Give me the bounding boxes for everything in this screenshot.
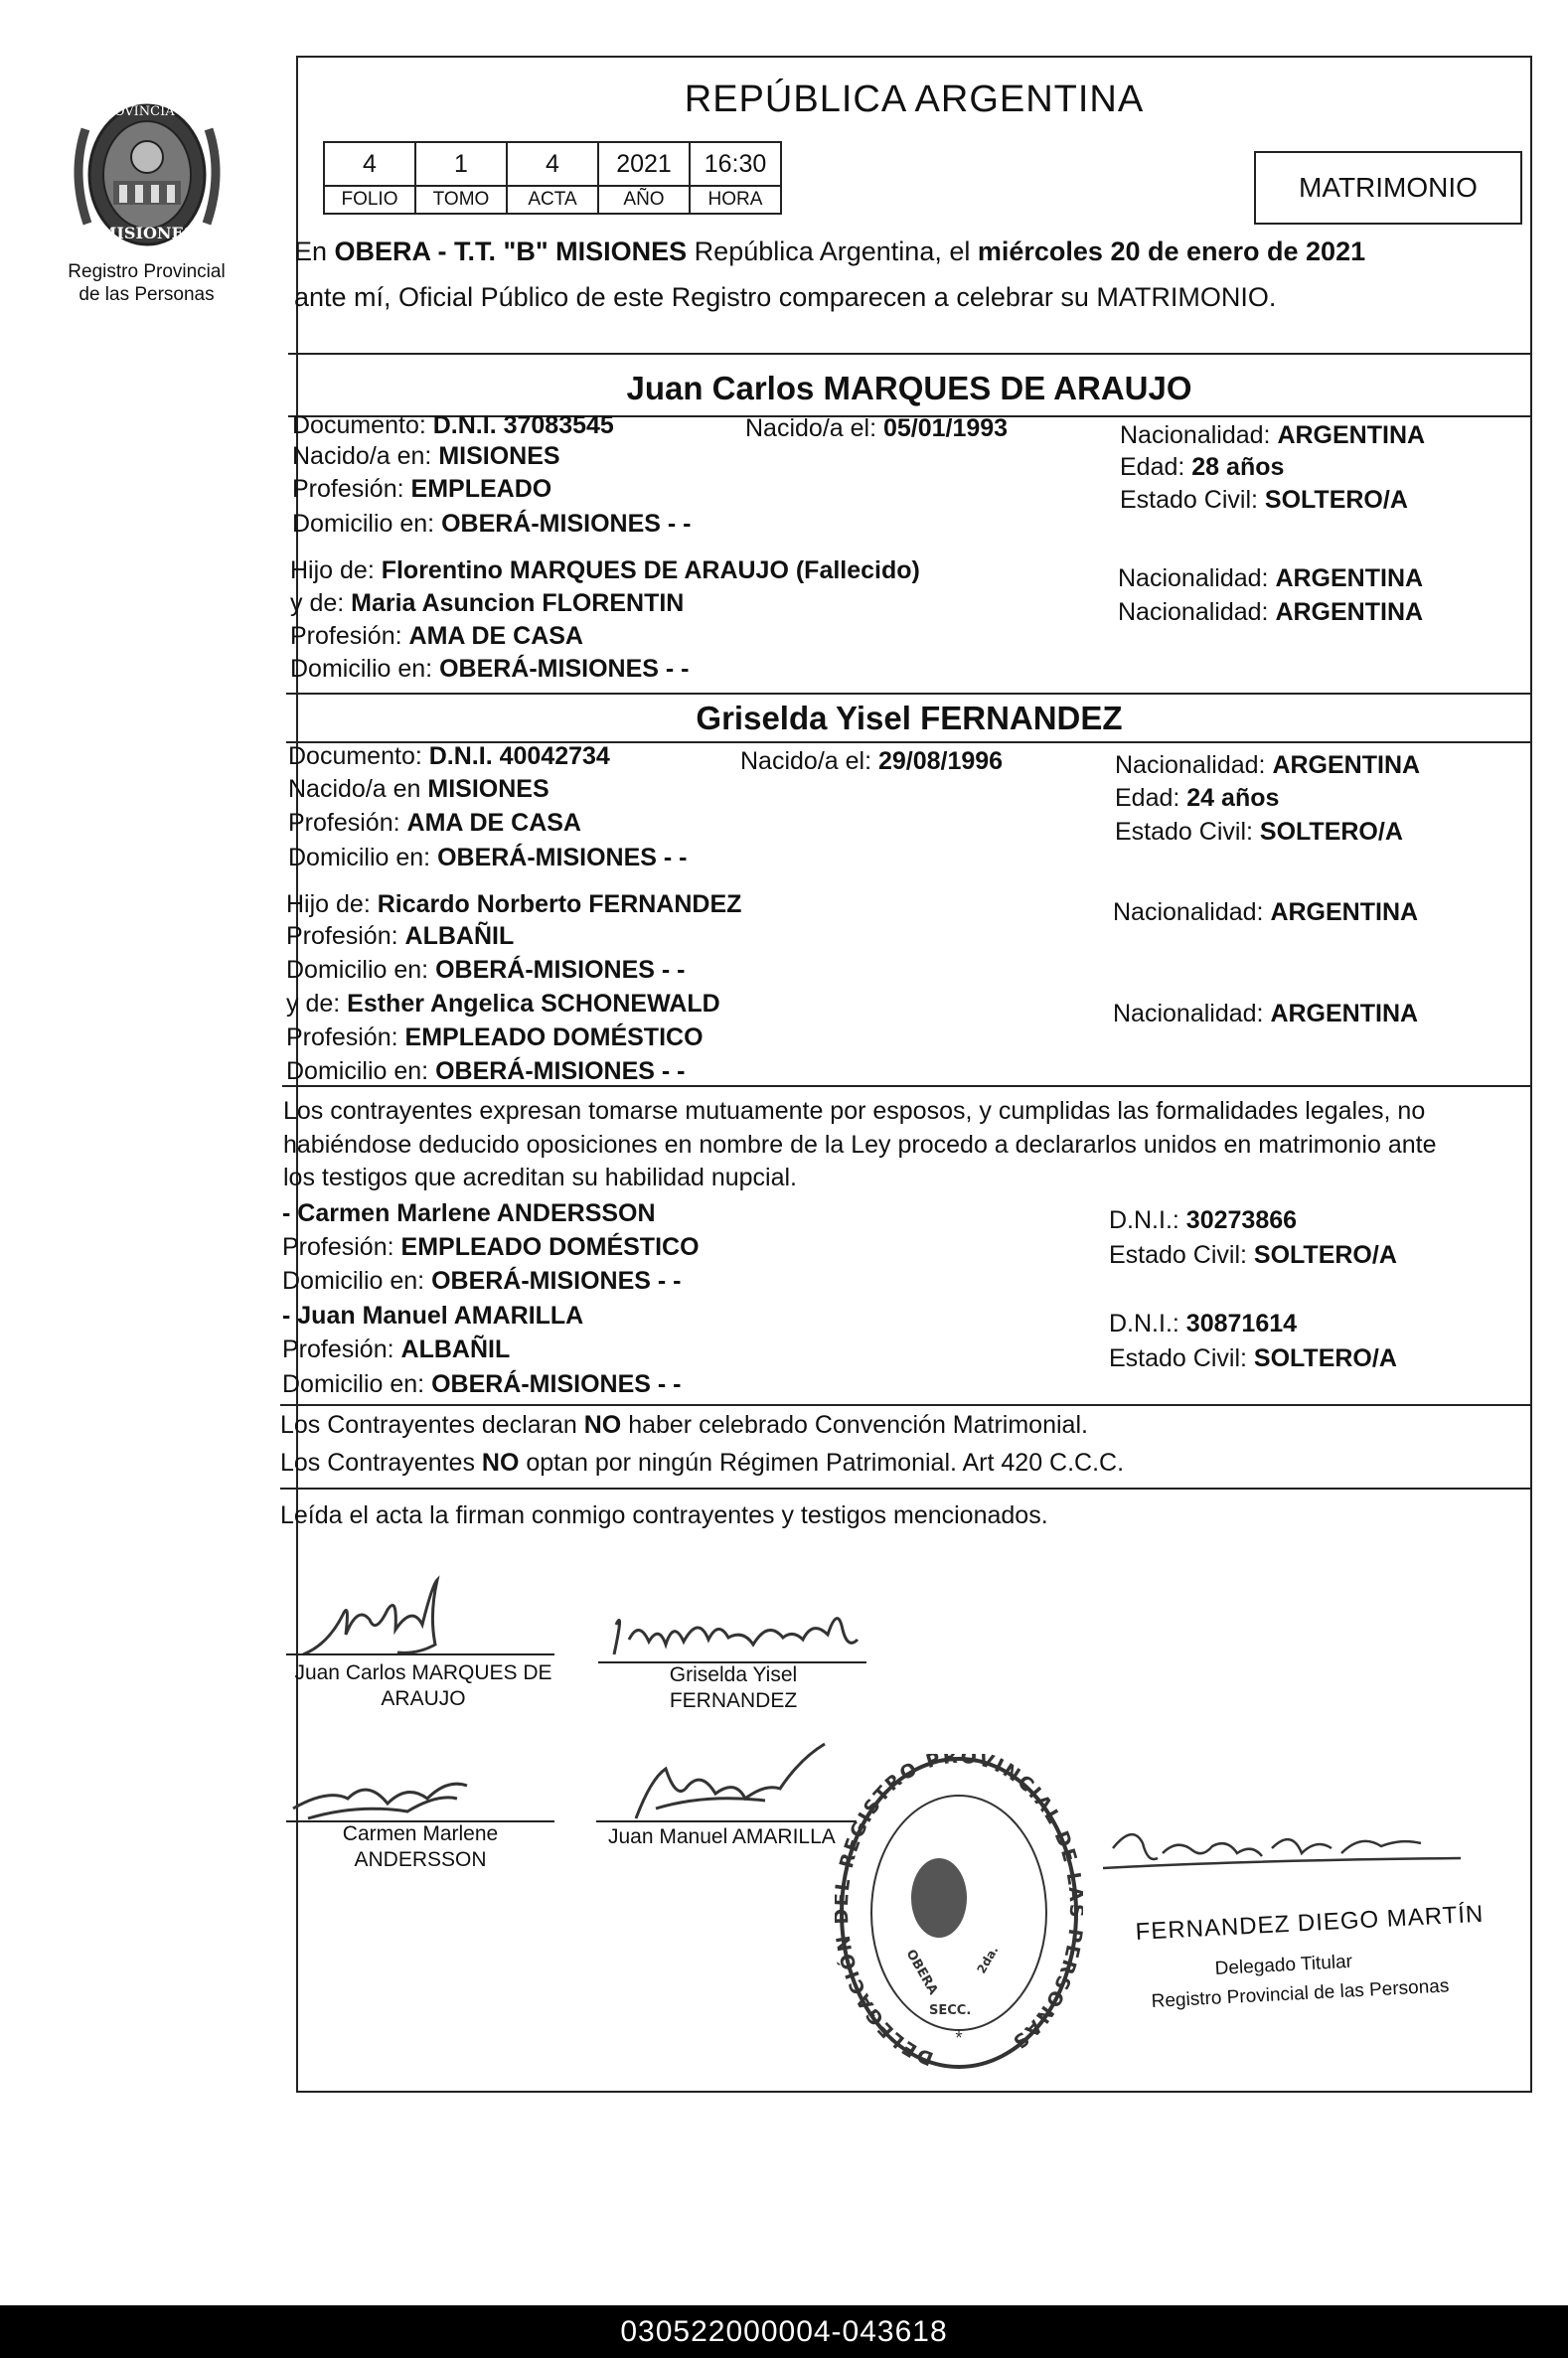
- bride-mother: y de: Esther Angelica SCHONEWALD: [286, 990, 720, 1018]
- officer-role: Delegado Titular: [1214, 1951, 1353, 1979]
- bride-mother-domicile: Domicilio en: OBERÁ-MISIONES - -: [286, 1057, 686, 1085]
- misiones-province-logo: [66, 89, 230, 258]
- signature-line: [286, 1653, 554, 1655]
- tomo-label: TOMO: [415, 186, 507, 214]
- witness-1-name: - Carmen Marlene ANDERSSON: [282, 1199, 656, 1227]
- closing-statement: Leída el acta la firman conmigo contrayentes y testigos mencionados.: [280, 1501, 1048, 1529]
- bride-age: Edad: 24 años: [1115, 784, 1280, 812]
- bride-mother-profession: Profesión: EMPLEADO DOMÉSTICO: [286, 1023, 704, 1051]
- witness-1-dni: D.N.I.: 30273866: [1109, 1206, 1298, 1234]
- svg-text:*: *: [955, 2028, 963, 2048]
- year-label: AÑO: [598, 186, 690, 214]
- convention-line-2: Los Contrayentes NO optan por ningún Régimen Patrimonial. Art 420 C.C.C.: [280, 1449, 1125, 1477]
- official-stamp: [835, 1754, 1083, 2082]
- bride-birth-date: Nacido/a el: 29/08/1996: [740, 747, 1004, 775]
- declaration-line-1: Los contrayentes expresan tomarse mutuamente por esposos, y cumplidas las formalidades legales, no: [283, 1097, 1426, 1125]
- witness-2-dni: D.N.I.: 30871614: [1109, 1310, 1298, 1337]
- groom-mother: y de: Maria Asuncion FLORENTIN: [290, 589, 685, 617]
- bride-nationality: Nacionalidad: ARGENTINA: [1115, 751, 1421, 779]
- bride-father-domicile: Domicilio en: OBERÁ-MISIONES - -: [286, 956, 686, 984]
- bride-signature: [604, 1600, 872, 1669]
- convention-line-1: Los Contrayentes declaran NO haber celebrado Convención Matrimonial.: [280, 1411, 1088, 1439]
- groom-age: Edad: 28 años: [1120, 453, 1285, 481]
- divider: [288, 353, 1532, 355]
- bride-signature-caption: Griselda Yisel FERNANDEZ: [669, 1663, 798, 1712]
- svg-text:MISIONES: MISIONES: [98, 224, 196, 242]
- witness-2-civil-status: Estado Civil: SOLTERO/A: [1109, 1344, 1397, 1372]
- divider: [280, 1488, 1532, 1490]
- divider: [280, 1404, 1532, 1406]
- witness-2-signature: [626, 1739, 835, 1833]
- signature-line: [596, 1820, 857, 1822]
- svg-text:SECC.: SECC.: [929, 2003, 972, 2018]
- svg-text:PROVINCIA DE: PROVINCIA DE: [95, 104, 199, 119]
- bride-birth-place: Nacido/a en MISIONES: [288, 775, 549, 803]
- witness-2-domicile: Domicilio en: OBERÁ-MISIONES - -: [282, 1370, 682, 1398]
- bride-mother-nationality: Nacionalidad: ARGENTINA: [1113, 1000, 1419, 1027]
- groom-profession: Profesión: EMPLEADO: [292, 475, 552, 503]
- act-type-box: MATRIMONIO: [1254, 151, 1522, 225]
- bride-father-profession: Profesión: ALBAÑIL: [286, 922, 515, 950]
- bride-domicile: Domicilio en: OBERÁ-MISIONES - -: [288, 844, 688, 871]
- officer-registry: Registro Provincial de las Personas: [1151, 1975, 1450, 2012]
- svg-text:DELEGACIÓN DEL REGISTRO PROVIN: DELEGACIÓ REGISTRO PROVINCIAL DE ERSONAS: [835, 1754, 1083, 2070]
- witness-2-signature-caption: Juan Manuel AMARILLA: [608, 1825, 836, 1848]
- witness-2-profession: Profesión: ALBAÑIL: [282, 1336, 511, 1363]
- folio-label: FOLIO: [324, 186, 415, 214]
- tomo-value: 1: [415, 142, 507, 186]
- hour-value: 16:30: [690, 142, 781, 186]
- witness-1-signature-caption: Carmen Marlene ANDERSSON: [342, 1822, 499, 1871]
- witness-1-domicile: Domicilio en: OBERÁ-MISIONES - -: [282, 1267, 682, 1295]
- groom-father: Hijo de: Florentino MARQUES DE ARAUJO (Fallecido): [290, 556, 920, 584]
- bride-name: Griselda Yisel FERNANDEZ: [696, 700, 1123, 736]
- year-value: 2021: [598, 142, 690, 186]
- svg-text:OBERA: OBERA: [902, 1947, 941, 1998]
- officer-name: FERNANDEZ DIEGO MARTÍN: [1135, 1900, 1485, 1946]
- groom-parents-domicile: Domicilio en: OBERÁ-MISIONES - -: [290, 655, 690, 683]
- witness-2-name: - Juan Manuel AMARILLA: [282, 1302, 584, 1330]
- officer-signature: [1103, 1818, 1461, 1888]
- groom-nationality: Nacionalidad: ARGENTINA: [1120, 421, 1426, 449]
- groom-name: Juan Carlos MARQUES DE ARAUJO: [626, 370, 1192, 406]
- bride-profession: Profesión: AMA DE CASA: [288, 809, 581, 837]
- country-title: REPÚBLICA ARGENTINA: [684, 79, 1145, 120]
- acta-label: ACTA: [507, 186, 598, 214]
- folio-value: 4: [324, 142, 415, 186]
- groom-birth-place: Nacido/a en: MISIONES: [292, 442, 560, 470]
- hour-label: HORA: [690, 186, 781, 214]
- registry-caption: Registro Provincial de las Personas: [68, 261, 226, 305]
- divider: [286, 693, 1532, 695]
- intro-line-1: En OBERA - T.T. "B" MISIONES República Argentina, el miércoles 20 de enero de 2021: [294, 236, 1366, 266]
- groom-domicile: Domicilio en: OBERÁ-MISIONES - -: [292, 510, 692, 538]
- acta-value: 4: [507, 142, 598, 186]
- document-code-bar: 030522000004-043618: [0, 2305, 1568, 2358]
- groom-parents-profession: Profesión: AMA DE CASA: [290, 622, 583, 650]
- witness-1-signature: [288, 1764, 477, 1828]
- groom-document: Documento: D.N.I. 37083545: [292, 411, 614, 439]
- bride-father: Hijo de: Ricardo Norberto FERNANDEZ: [286, 890, 742, 918]
- groom-civil-status: Estado Civil: SOLTERO/A: [1120, 486, 1408, 514]
- bride-father-nationality: Nacionalidad: ARGENTINA: [1113, 898, 1419, 926]
- groom-signature-caption: Juan Carlos MARQUES DE ARAUJO: [294, 1661, 552, 1710]
- groom-birth-date: Nacido/a el: 05/01/1993: [745, 414, 1009, 442]
- groom-father-nationality: Nacionalidad: ARGENTINA: [1118, 564, 1424, 592]
- declaration-line-3: los testigos que acreditan su habilidad nupcial.: [283, 1164, 798, 1191]
- bride-civil-status: Estado Civil: SOLTERO/A: [1115, 818, 1403, 846]
- intro-line-2: ante mí, Oficial Público de este Registro comparecen a celebrar su MATRIMONIO.: [294, 282, 1277, 312]
- svg-text:2da.: 2da.: [974, 1943, 1002, 1976]
- bride-document: Documento: D.N.I. 40042734: [288, 742, 610, 770]
- witness-1-civil-status: Estado Civil: SOLTERO/A: [1109, 1241, 1397, 1269]
- declaration-line-2: habiéndose deducido oposiciones en nombre de la Ley procedo a declararlos unidos en matrimonio ante: [283, 1131, 1437, 1159]
- witness-1-profession: Profesión: EMPLEADO DOMÉSTICO: [282, 1233, 700, 1261]
- act-reference-table: [323, 141, 782, 215]
- groom-mother-nationality: Nacionalidad: ARGENTINA: [1118, 598, 1424, 626]
